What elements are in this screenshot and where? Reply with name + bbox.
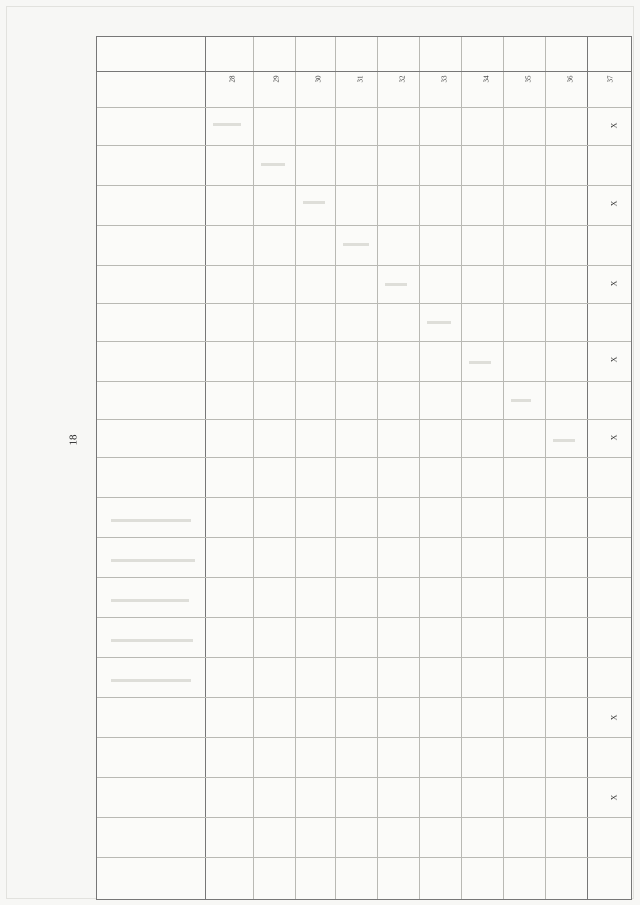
table-hline — [97, 145, 631, 146]
scan-noise — [511, 399, 531, 402]
table-vline — [377, 37, 378, 899]
scan-noise — [469, 361, 491, 364]
table-hline — [97, 657, 631, 658]
table-hline — [97, 419, 631, 420]
scan-noise — [261, 163, 285, 166]
table-hline — [97, 185, 631, 186]
table-vline — [295, 37, 296, 899]
table-hline — [97, 857, 631, 858]
table-vline — [503, 37, 504, 899]
scan-noise — [111, 599, 189, 602]
table-hline — [97, 225, 631, 226]
scan-noise — [385, 283, 407, 286]
table-hline — [97, 381, 631, 382]
scan-noise — [213, 123, 241, 126]
scan-noise — [111, 639, 193, 642]
table-hline — [97, 107, 631, 108]
column-number: 32 — [398, 75, 407, 83]
scan-noise — [303, 201, 325, 204]
table-vline — [545, 37, 546, 899]
table-hline — [97, 537, 631, 538]
column-number: 33 — [440, 75, 449, 83]
column-number: 29 — [272, 75, 281, 83]
table-header-band — [97, 37, 631, 72]
x-marker: X — [609, 714, 619, 721]
table-hline — [97, 737, 631, 738]
column-number: 31 — [356, 75, 365, 83]
column-number: 30 — [314, 75, 323, 83]
table-hline — [97, 817, 631, 818]
scan-noise — [111, 559, 195, 562]
x-marker: X — [609, 280, 619, 287]
table-hline — [97, 617, 631, 618]
x-marker: X — [609, 356, 619, 363]
table-hline — [97, 457, 631, 458]
column-number: 34 — [482, 75, 491, 83]
column-number: 37 — [606, 75, 615, 83]
scan-noise — [553, 439, 575, 442]
table-vline — [205, 37, 206, 899]
column-number: 36 — [566, 75, 575, 83]
x-marker: X — [609, 794, 619, 801]
x-marker: X — [609, 434, 619, 441]
table-vline — [587, 37, 588, 899]
data-table — [96, 36, 632, 900]
table-vline — [419, 37, 420, 899]
page-number: 18 — [67, 434, 80, 446]
table-vline — [335, 37, 336, 899]
column-number: 28 — [228, 75, 237, 83]
table-vline — [461, 37, 462, 899]
table-hline — [97, 71, 631, 72]
table-hline — [97, 341, 631, 342]
scan-noise — [111, 519, 191, 522]
scan-noise — [343, 243, 369, 246]
table-hline — [97, 265, 631, 266]
x-marker: X — [609, 200, 619, 207]
table-hline — [97, 697, 631, 698]
table-hline — [97, 303, 631, 304]
table-hline — [97, 577, 631, 578]
table-hline — [97, 777, 631, 778]
table-vline — [253, 37, 254, 899]
table-hline — [97, 497, 631, 498]
scan-noise — [111, 679, 191, 682]
scan-noise — [427, 321, 451, 324]
x-marker: X — [609, 122, 619, 129]
column-number: 35 — [524, 75, 533, 83]
